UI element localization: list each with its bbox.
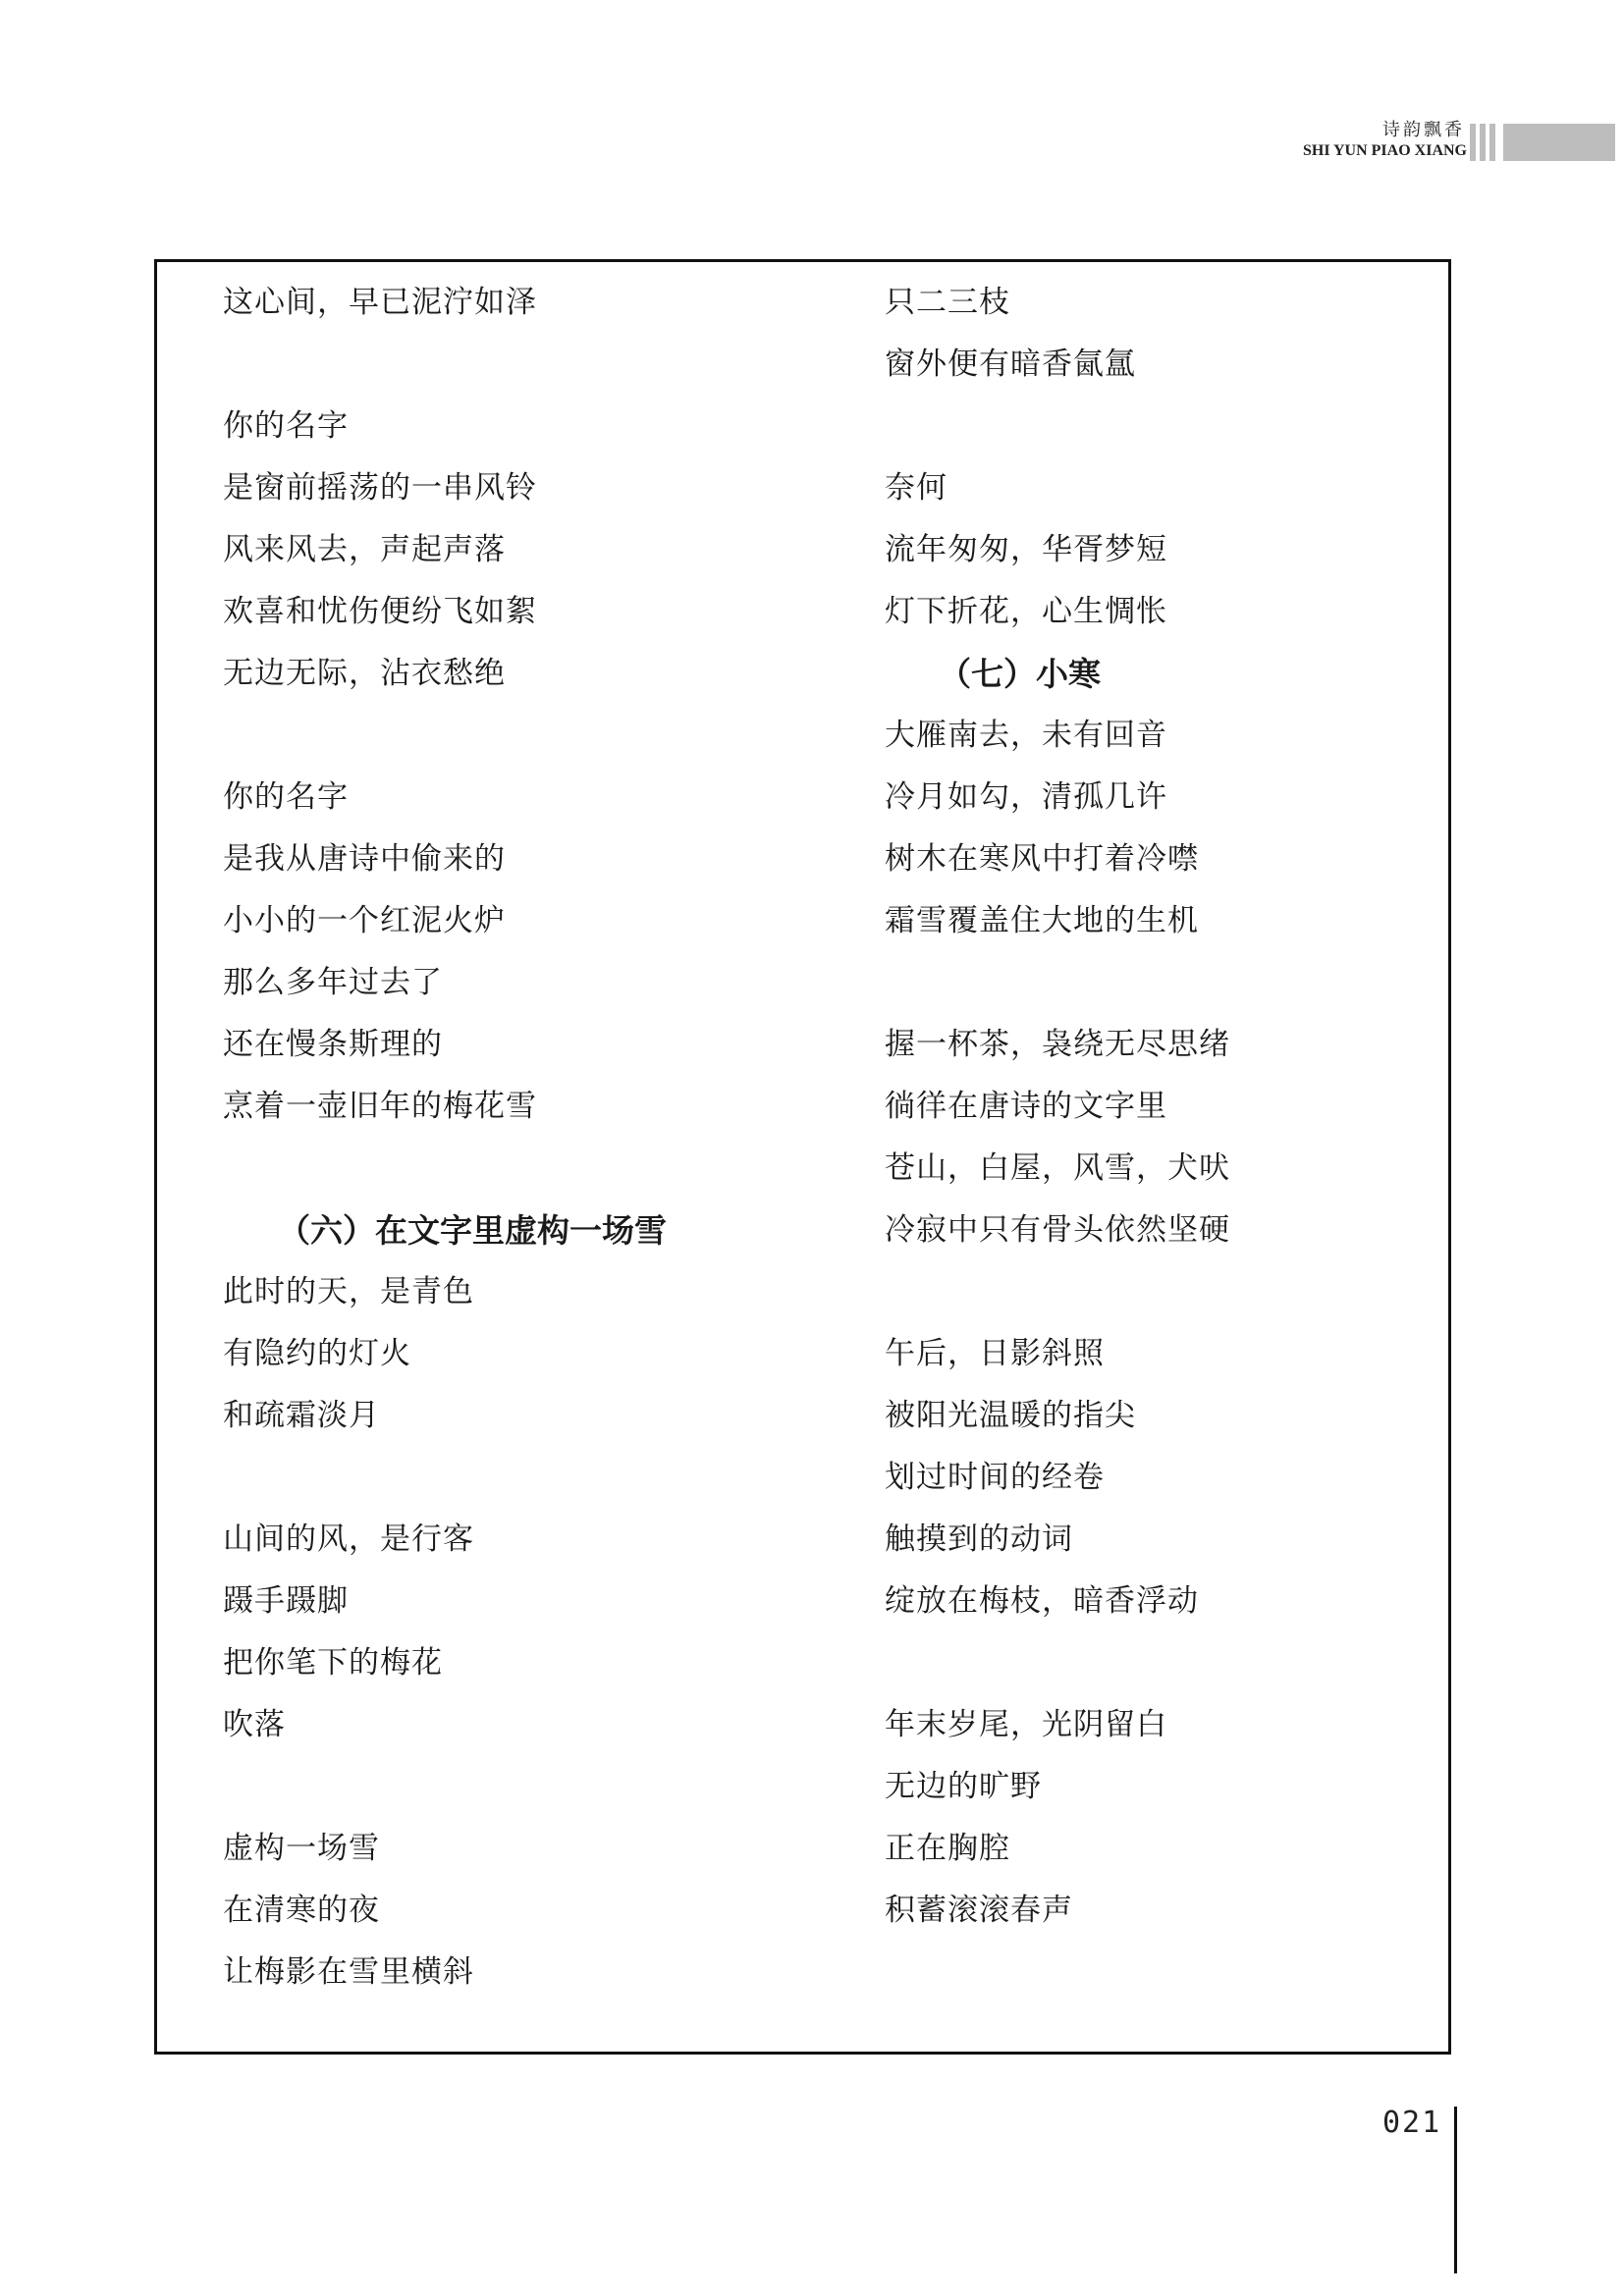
poem-line: 在清寒的夜: [223, 1893, 380, 1928]
header-title-en: SHI YUN PIAO XIANG: [1303, 142, 1467, 159]
poem-line: 此时的天，是青色: [223, 1274, 474, 1309]
poem-frame: [154, 259, 1451, 2055]
poem-line: 你的名字: [223, 779, 349, 815]
poem-line: 是窗前摇荡的一串风铃: [223, 470, 537, 506]
poem-line: 那么多年过去了: [223, 965, 443, 1000]
page-number: 021: [1382, 2106, 1442, 2140]
left-column: [223, 272, 802, 2003]
poem-line: 山间的风，是行客: [223, 1522, 474, 1557]
stanza-break: [223, 705, 802, 767]
poem-line: 这心间，早已泥泞如泽: [223, 285, 537, 320]
poem-line: 徜徉在唐诗的文字里: [885, 1089, 1167, 1124]
poem-line: 触摸到的动词: [885, 1522, 1073, 1557]
poem-line: 风来风去，声起声落: [223, 532, 506, 567]
poem-line: 吹落: [223, 1707, 286, 1742]
header-title-zh: 诗韵飘香: [1382, 120, 1465, 140]
poem-line: 年末岁尾，光阴留白: [885, 1707, 1167, 1742]
poem-line: 把你笔下的梅花: [223, 1645, 443, 1681]
poem-line: 灯下折花，心生惆怅: [885, 594, 1167, 629]
folio-rule: [1454, 2107, 1457, 2273]
stanza-break: [885, 396, 1395, 457]
stanza-break: [223, 334, 802, 396]
header-decoration-block: [1503, 124, 1615, 161]
poem-title: （六）在文字里虚构一场雪: [278, 1211, 667, 1250]
poem-title: （七）小寒: [939, 655, 1101, 693]
poem-line: 还在慢条斯理的: [223, 1027, 443, 1062]
poem-line: 只二三枝: [885, 285, 1010, 320]
poem-line: 握一杯茶，袅绕无尽思绪: [885, 1027, 1230, 1062]
poem-line: 划过时间的经卷: [885, 1460, 1105, 1495]
poem-line: 小小的一个红泥火炉: [223, 903, 506, 938]
poem-line: 流年匆匆，华胥梦短: [885, 532, 1167, 567]
poem-line: 树木在寒风中打着冷噤: [885, 841, 1199, 877]
poem-line: 蹑手蹑脚: [223, 1583, 349, 1619]
poem-line: 苍山，白屋，风雪，犬吠: [885, 1150, 1230, 1186]
stanza-break: [885, 952, 1395, 1014]
poem-line: 被阳光温暖的指尖: [885, 1398, 1136, 1433]
right-column: [885, 272, 1395, 1942]
poem-line: 冷寂中只有骨头依然坚硬: [885, 1212, 1230, 1248]
poem-line: 欢喜和忧伤便纷飞如絮: [223, 594, 537, 629]
poem-line: 虚构一场雪: [223, 1831, 380, 1866]
poem-line: 烹着一壶旧年的梅花雪: [223, 1089, 537, 1124]
poem-line: 是我从唐诗中偷来的: [223, 841, 506, 877]
poem-line: 让梅影在雪里横斜: [223, 1954, 474, 1990]
running-header: [1178, 120, 1624, 164]
poem-line: 大雁南去，未有回音: [885, 718, 1167, 753]
poem-line: 正在胸腔: [885, 1831, 1010, 1866]
poem-line: 无边无际，沾衣愁绝: [223, 656, 506, 691]
poem-line: 午后，日影斜照: [885, 1336, 1105, 1371]
stanza-break: [885, 1261, 1395, 1323]
poem-line: 无边的旷野: [885, 1769, 1042, 1804]
poem-line: 霜雪覆盖住大地的生机: [885, 903, 1199, 938]
poem-line: 绽放在梅枝，暗香浮动: [885, 1583, 1199, 1619]
poem-line: 和疏霜淡月: [223, 1398, 380, 1433]
poem-line: 窗外便有暗香氤氲: [885, 347, 1136, 382]
poem-line: 有隐约的灯火: [223, 1336, 411, 1371]
stanza-break: [223, 1447, 802, 1509]
poem-line: 积蓄滚滚春声: [885, 1893, 1073, 1928]
poem-line: 你的名字: [223, 408, 349, 444]
stanza-break: [885, 1632, 1395, 1694]
poem-line: 奈何: [885, 470, 947, 506]
poem-line: 冷月如勾，清孤几许: [885, 779, 1167, 815]
stanza-break: [223, 1138, 802, 1200]
stanza-break: [223, 1756, 802, 1818]
